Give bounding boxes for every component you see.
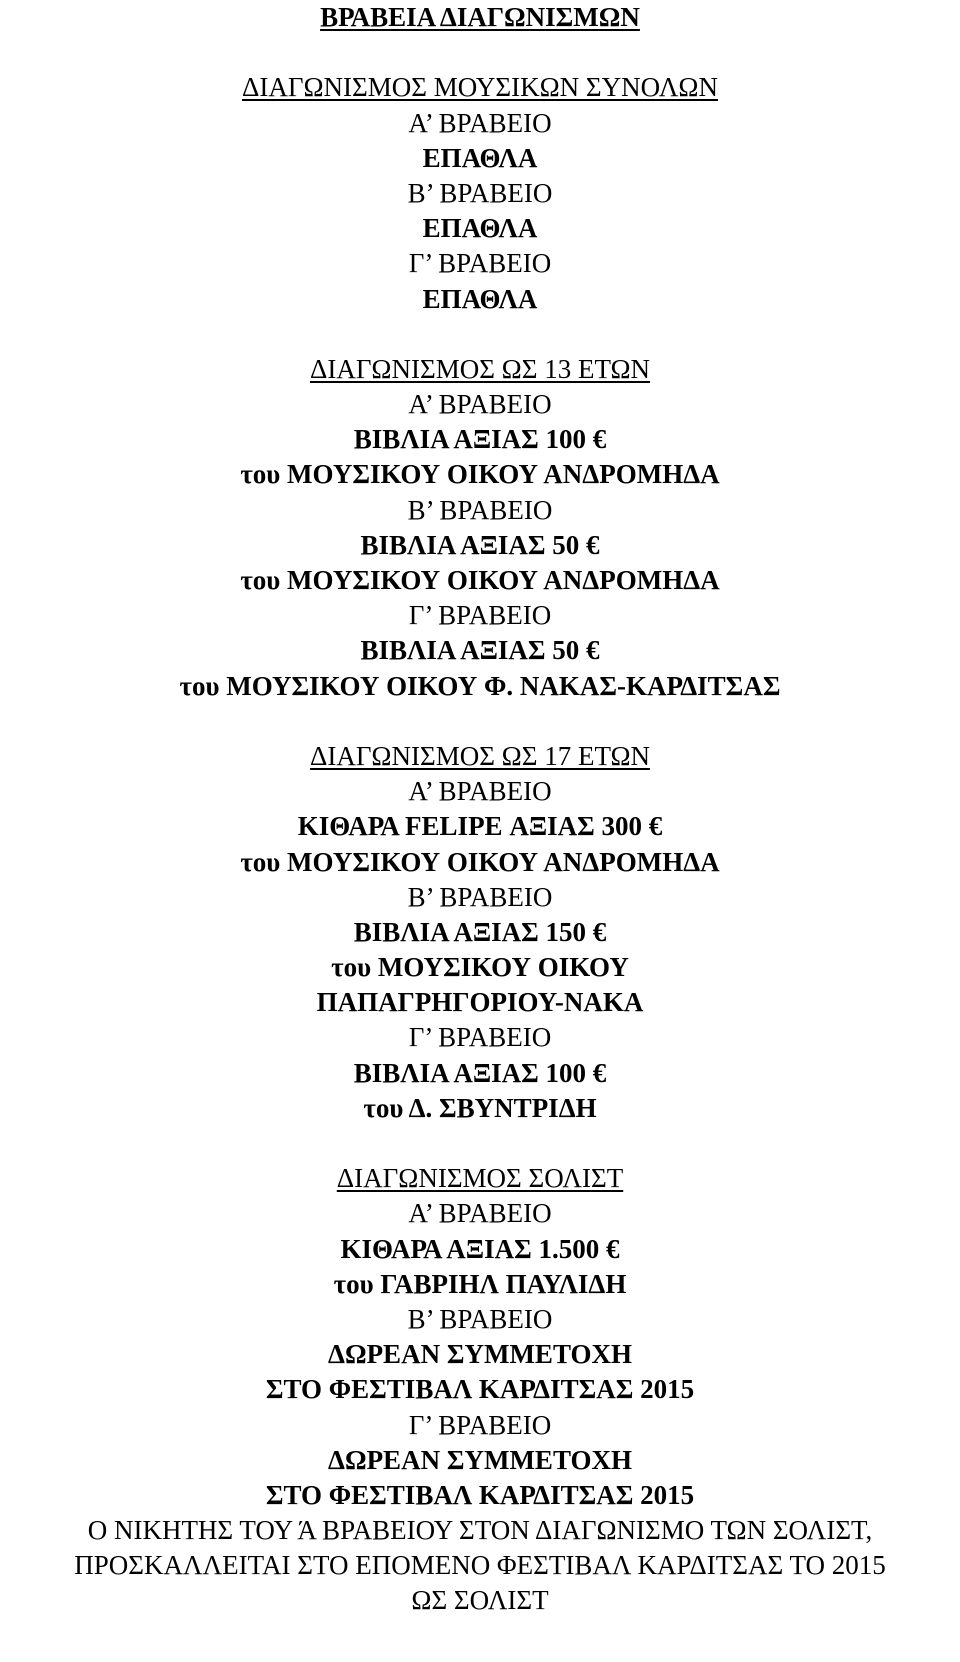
prize-rank-line: Β’ ΒΡΑΒΕΙΟ bbox=[407, 881, 553, 912]
prize-detail-line: ΒΙΒΛΙΑ ΑΞΙΑΣ 100 € bbox=[353, 1057, 607, 1088]
prize-rank-line: Β’ ΒΡΑΒΕΙΟ bbox=[407, 494, 553, 525]
prize-rank-line: Α’ ΒΡΑΒΕΙΟ bbox=[408, 107, 552, 138]
prize-detail-line: ΔΩΡΕΑΝ ΣΥΜΜΕΤΟΧΗ bbox=[328, 1444, 632, 1475]
prize-detail-line: ΚΙΘΑΡΑ ΑΞΙΑΣ 1.500 € bbox=[340, 1233, 620, 1264]
prize-detail-line: ΕΠΑΘΛΑ bbox=[422, 213, 538, 244]
prize-detail-line: του ΜΟΥΣΙΚΟΥ ΟΙΚΟΥ ΑΝΔΡΟΜΗΔΑ bbox=[240, 565, 720, 595]
prize-detail-line: ΔΩΡΕΑΝ ΣΥΜΜΕΤΟΧΗ bbox=[328, 1339, 632, 1370]
prize-rank-line: ΩΣ ΣΟΛΙΣΤ bbox=[411, 1585, 549, 1616]
competition-section bbox=[0, 739, 960, 1126]
prize-detail-line: ΣΤΟ ΦΕΣΤΙΒΑΛ ΚΑΡΔΙΤΣΑΣ 2015 bbox=[265, 1374, 695, 1405]
prize-rank-line: Α’ ΒΡΑΒΕΙΟ bbox=[408, 1198, 552, 1229]
prize-detail-line: ΒΙΒΛΙΑ ΑΞΙΑΣ 100 € bbox=[353, 424, 607, 455]
competition-section bbox=[0, 70, 960, 316]
prize-rank-line: Γ’ ΒΡΑΒΕΙΟ bbox=[408, 1022, 552, 1053]
prize-detail-line: του ΓΑΒΡΙΗΛ ΠΑΥΛΙΔΗ bbox=[333, 1268, 627, 1299]
spacer bbox=[0, 1126, 960, 1161]
section-heading: ΔΙΑΓΩΝΙΣΜΟΣ ΣΟΛΙΣΤ bbox=[336, 1163, 624, 1194]
prize-rank-line: Ο ΝΙΚΗΤΗΣ ΤΟΥ Ά ΒΡΑΒΕΙΟΥ ΣΤΟΝ ΔΙΑΓΩΝΙΣΜΟ ΤΩΝ ΣΟΛΙΣΤ, bbox=[87, 1515, 873, 1546]
prize-detail-line: ΒΙΒΛΙΑ ΑΞΙΑΣ 50 € bbox=[360, 529, 600, 560]
prize-rank-line: ΠΡΟΣΚΑΛΛΕΙΤΑΙ ΣΤΟ ΕΠΟΜΕΝΟ ΦΕΣΤΙΒΑΛ ΚΑΡΔΙΤΣΑΣ ΤΟ 2015 bbox=[74, 1550, 886, 1581]
spacer bbox=[0, 317, 960, 352]
prize-detail-line: ΕΠΑΘΛΑ bbox=[422, 142, 538, 173]
document-title: ΒΡΑΒΕΙΑ ΔΙΑΓΩΝΙΣΜΩΝ bbox=[320, 2, 640, 32]
prize-detail-line: του ΜΟΥΣΙΚΟΥ ΟΙΚΟΥ ΑΝΔΡΟΜΗΔΑ bbox=[240, 459, 720, 490]
prize-detail-line: ΒΙΒΛΙΑ ΑΞΙΑΣ 50 € bbox=[360, 635, 600, 666]
prize-rank-line: Α’ ΒΡΑΒΕΙΟ bbox=[408, 776, 552, 807]
prize-rank-line: Γ’ ΒΡΑΒΕΙΟ bbox=[408, 600, 552, 631]
prize-rank-line: Γ’ ΒΡΑΒΕΙΟ bbox=[408, 1409, 552, 1440]
prize-detail-line: του ΜΟΥΣΙΚΟΥ ΟΙΚΟΥ ΑΝΔΡΟΜΗΔΑ bbox=[240, 846, 720, 877]
prize-detail-line: του Δ. ΣΒΥΝΤΡΙΔΗ bbox=[363, 1092, 597, 1123]
prize-rank-line: Β’ ΒΡΑΒΕΙΟ bbox=[407, 1303, 553, 1334]
prize-detail-line: ΕΠΑΘΛΑ bbox=[422, 283, 538, 314]
prize-rank-line: Α’ ΒΡΑΒΕΙΟ bbox=[408, 389, 552, 420]
prize-detail-line: ΚΙΘΑΡΑ FELIPE ΑΞΙΑΣ 300 € bbox=[297, 811, 663, 842]
section-heading: ΔΙΑΓΩΝΙΣΜΟΣ ΜΟΥΣΙΚΩΝ ΣΥΝΟΛΩΝ bbox=[242, 72, 718, 103]
spacer bbox=[0, 35, 960, 70]
section-heading: ΔΙΑΓΩΝΙΣΜΟΣ ΩΣ 17 ΕΤΩΝ bbox=[309, 740, 651, 771]
prize-detail-line: ΒΙΒΛΙΑ ΑΞΙΑΣ 150 € bbox=[353, 916, 607, 947]
competition-section bbox=[0, 352, 960, 704]
competition-section bbox=[0, 1161, 960, 1618]
spacer bbox=[0, 704, 960, 739]
prize-rank-line: Γ’ ΒΡΑΒΕΙΟ bbox=[408, 248, 552, 279]
section-heading: ΔΙΑΓΩΝΙΣΜΟΣ ΩΣ 13 ΕΤΩΝ bbox=[309, 353, 651, 384]
prize-detail-line: ΠΑΠΑΓΡΗΓΟΡΙΟΥ-ΝΑΚΑ bbox=[316, 987, 644, 1018]
sections-container bbox=[0, 70, 960, 1618]
prize-detail-line: του ΜΟΥΣΙΚΟΥ ΟΙΚΟΥ Φ. ΝΑΚΑΣ-ΚΑΡΔΙΤΣΑΣ bbox=[179, 670, 781, 701]
prize-detail-line: ΣΤΟ ΦΕΣΤΙΒΑΛ ΚΑΡΔΙΤΣΑΣ 2015 bbox=[265, 1479, 695, 1510]
prize-detail-line: του ΜΟΥΣΙΚΟΥ ΟΙΚΟΥ bbox=[331, 952, 629, 983]
prize-rank-line: Β’ ΒΡΑΒΕΙΟ bbox=[407, 177, 553, 208]
